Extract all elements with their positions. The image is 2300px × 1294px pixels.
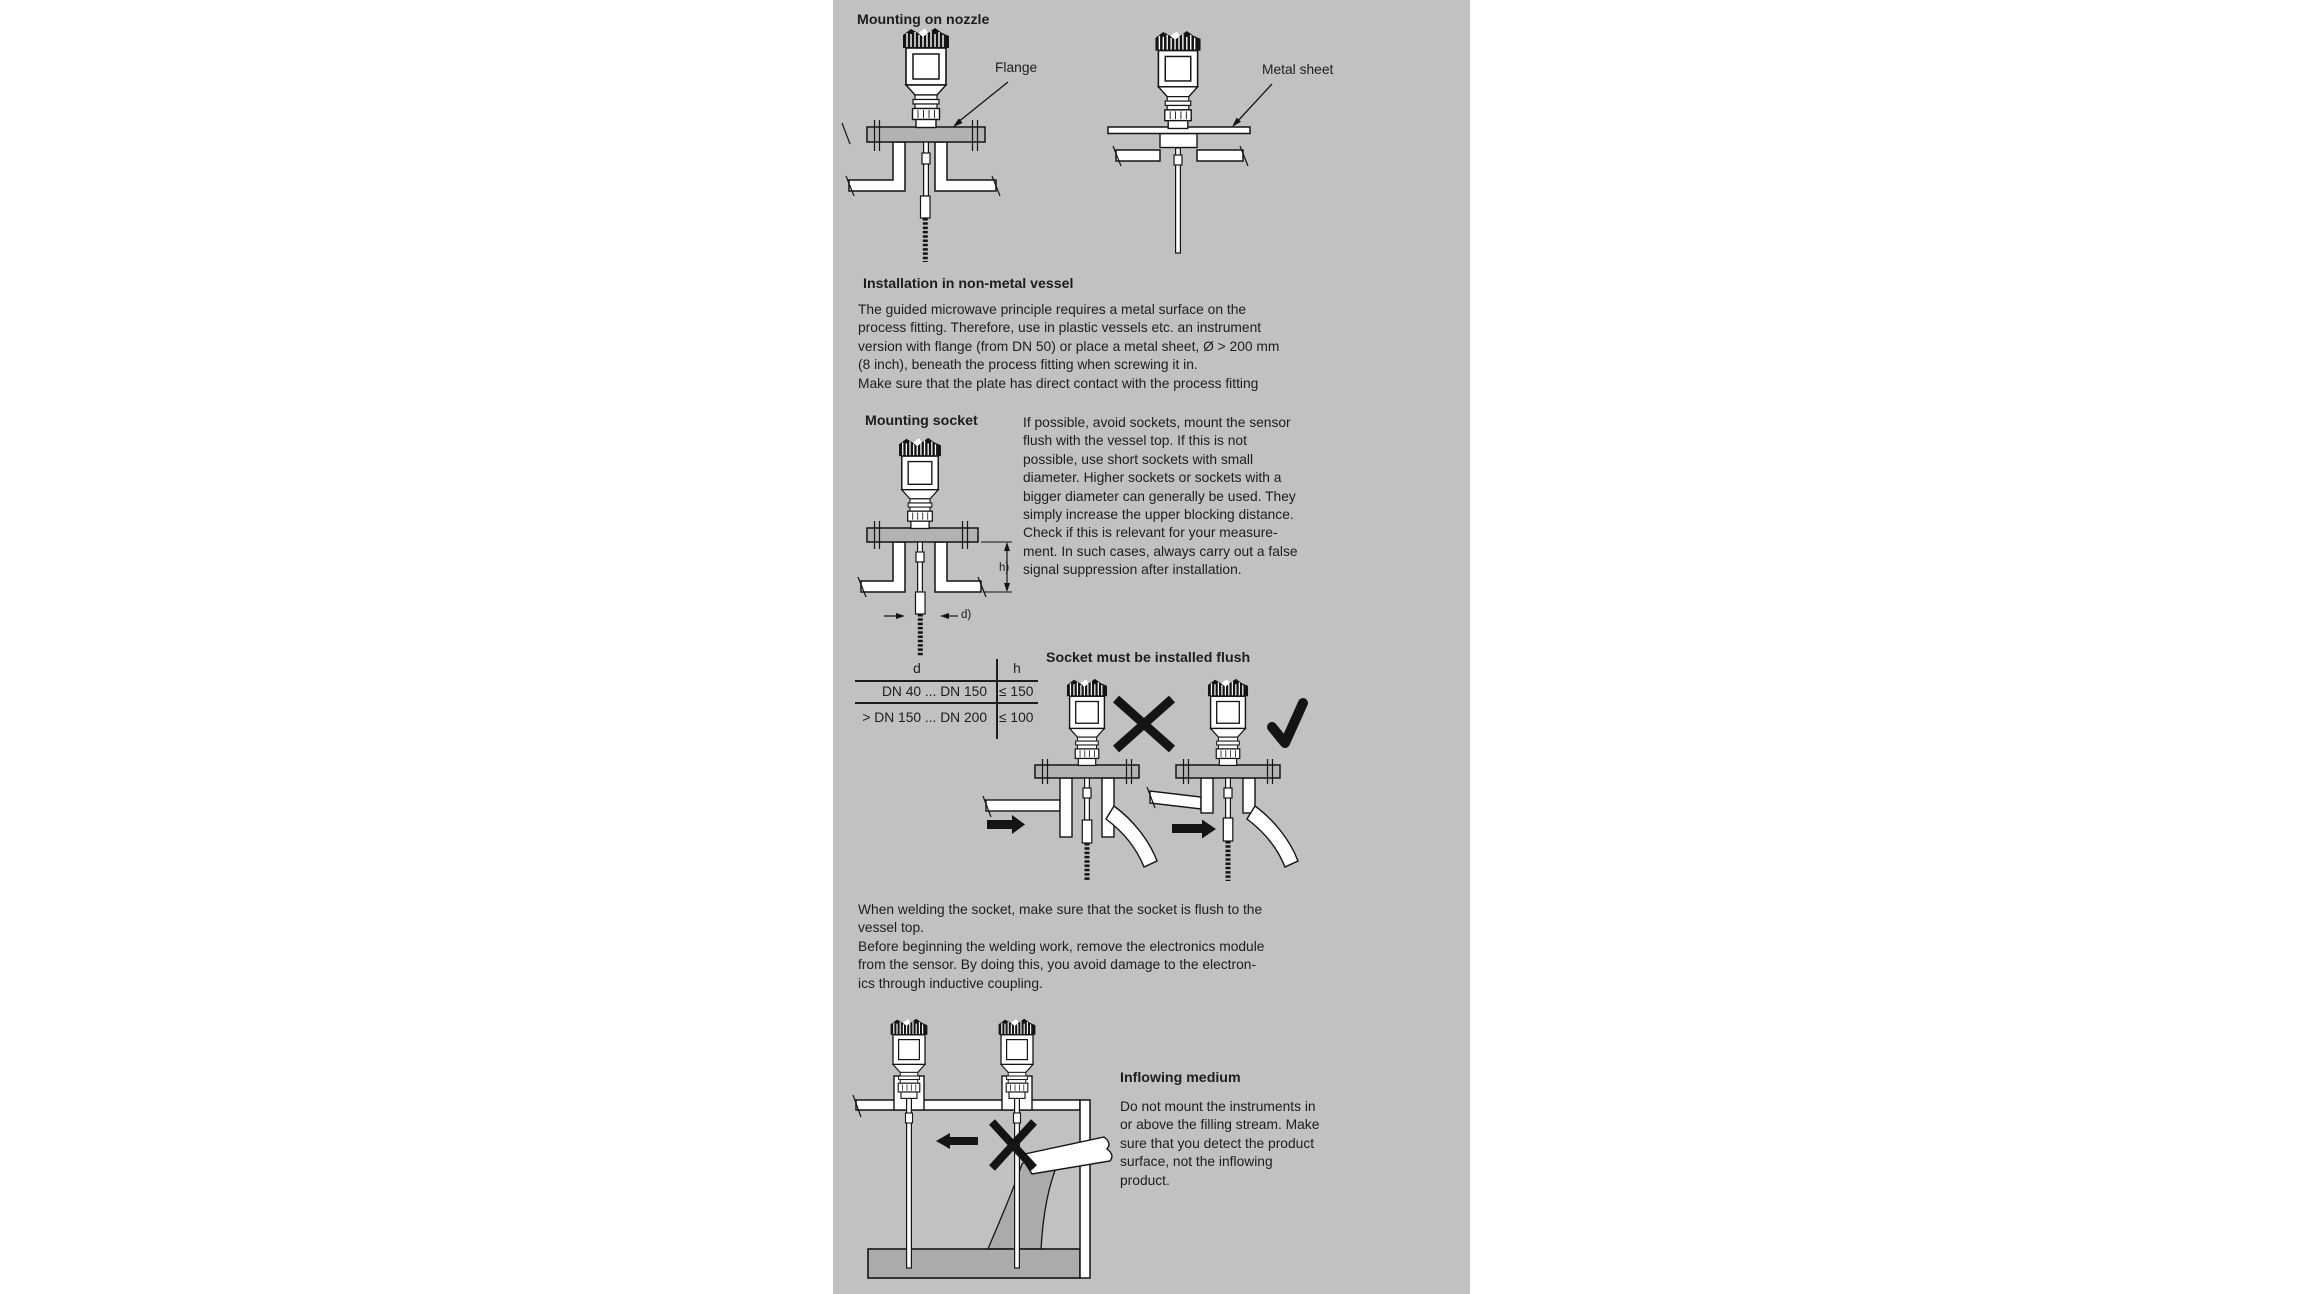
text-line: When welding the socket, make sure that the socket is flush to the <box>858 902 1263 917</box>
text-line: signal suppression after installation. <box>1023 562 1242 578</box>
figure-inflowing-medium <box>853 1019 1112 1278</box>
text-line: The guided microwave principle requires a metal surface on the <box>858 302 1247 317</box>
cross-mark-icon <box>992 1122 1034 1168</box>
welding-paragraph <box>858 901 1264 993</box>
figure-socket-flush <box>1147 679 1303 881</box>
table-cell-d: DN 40 ... DN 150 <box>881 684 987 699</box>
text-line: simply increase the upper blocking distance. <box>1023 507 1294 523</box>
text-line: If possible, avoid sockets, mount the sensor <box>1023 415 1291 430</box>
text-line: Make sure that the plate has direct contact with the process fitting <box>858 375 1259 391</box>
cross-mark-icon <box>1116 699 1172 749</box>
text-line: version with flange (from DN 50) or place a metal sheet, Ø > 200 mm <box>858 338 1280 354</box>
text-line: sure that you detect the product <box>1120 1135 1315 1151</box>
dimension-label-h: h) <box>999 562 1010 574</box>
text-line: or above the filling stream. Make <box>1120 1117 1320 1133</box>
text-line: possible, use short sockets with small <box>1023 451 1254 467</box>
installation-paragraph <box>858 301 1279 393</box>
table-rule <box>855 702 1038 704</box>
text-line: Check if this is relevant for your measure- <box>1023 525 1278 541</box>
table-header-h: h <box>1013 661 1021 676</box>
text-line: Before beginning the welding work, remove the electronics module <box>858 938 1265 954</box>
section-title-mounting-on-nozzle: Mounting on nozzle <box>857 12 990 28</box>
text-line: surface, not the inflowing <box>1120 1154 1273 1170</box>
figure-metal-sheet-mounting <box>1108 31 1272 253</box>
figure-mounting-socket <box>858 438 1012 656</box>
text-line: Do not mount the instruments in <box>1120 1099 1316 1114</box>
text-line: from the sensor. By doing this, you avoid damage to the electron- <box>858 957 1257 973</box>
table-cell-h: ≤ 150 <box>999 684 1034 699</box>
text-line: bigger diameter can generally be used. They <box>1023 488 1296 504</box>
text-line: (8 inch), beneath the process fitting when screwing it in. <box>858 357 1198 373</box>
dimension-label-d: d) <box>961 609 972 621</box>
table-cell-d: > DN 150 ... DN 200 <box>862 710 987 725</box>
section-title-socket-flush: Socket must be installed flush <box>1046 650 1251 666</box>
section-title-inflowing-medium: Inflowing medium <box>1120 1070 1241 1086</box>
text-line: vessel top. <box>858 920 924 936</box>
section-title-mounting-socket: Mounting socket <box>865 413 978 429</box>
table-header-d: d <box>913 661 921 676</box>
text-line: ment. In such cases, always carry out a false <box>1023 543 1298 559</box>
text-line: product. <box>1120 1172 1170 1188</box>
table-rule <box>855 680 1038 682</box>
check-mark-icon <box>1272 703 1303 743</box>
text-line: process fitting. Therefore, use in plastic vessels etc. an instrument <box>858 320 1262 336</box>
section-title-installation: Installation in non-metal vessel <box>863 276 1074 292</box>
figure-flange-mounting <box>842 28 1008 262</box>
text-line: ics through inductive coupling. <box>858 975 1043 991</box>
text-line: diameter. Higher sockets or sockets with a <box>1023 470 1282 486</box>
text-line: flush with the vessel top. If this is not <box>1023 433 1247 449</box>
table-cell-h: ≤ 100 <box>999 710 1034 725</box>
inflowing-paragraph <box>1120 1098 1319 1190</box>
table-column-rule <box>996 659 998 739</box>
callout-label-metal-sheet: Metal sheet <box>1262 62 1334 77</box>
mounting-socket-paragraph <box>1023 414 1298 580</box>
callout-label-flange: Flange <box>995 60 1038 75</box>
